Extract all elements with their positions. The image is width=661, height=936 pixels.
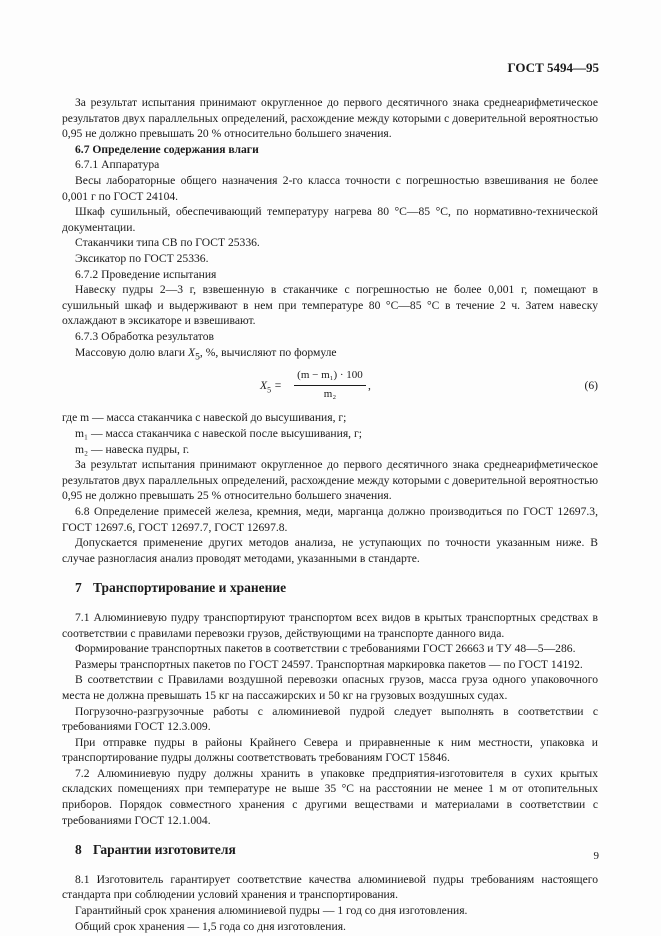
formula-equals: = bbox=[271, 379, 282, 393]
north-paragraph: При отправке пудры в районы Крайнего Севера и приравненные к ним местности, упаковка и транспортирование пудры должны соответствовать требованиям ГОСТ 15846. bbox=[62, 735, 598, 765]
variable-x-subscript: 5 bbox=[195, 350, 200, 362]
formula-lhs-sub: 5 bbox=[267, 385, 272, 395]
scales-paragraph: Весы лабораторные общего назначения 2-го класса точности с погрешностью взвешивания не более 0,001 г по ГОСТ 24104. bbox=[62, 173, 598, 203]
other-methods-paragraph: Допускается применение других методов анализа, не уступающих по точности указанным ниже. В случае разногласия анализ проводят методами, указанными в стандарте. bbox=[62, 536, 598, 565]
formula-denominator: m₂ bbox=[323, 388, 337, 400]
document-body bbox=[62, 95, 598, 934]
section-8-number: 8 bbox=[75, 842, 82, 858]
sizes-paragraph: Размеры транспортных пакетов по ГОСТ 24597. Транспортная маркировка пакетов — по ГОСТ 14192. bbox=[75, 657, 583, 671]
warranty-paragraph: Гарантийный срок хранения алюминиевой пудры — 1 год со дня изготовления. bbox=[75, 904, 468, 918]
section-6-7-heading: 6.7 Определение содержания влаги bbox=[75, 142, 259, 156]
section-7-title: Транспортирование и хранение bbox=[93, 580, 287, 596]
section-6-7-3-heading: 6.7.3 Обработка результатов bbox=[75, 329, 214, 343]
section-7-2-paragraph: 7.2 Алюминиевую пудру должны хранить в упаковке предприятия-изготовителя в сухих крытых складских помещениях при температуре не выше 35 °С на расстоянии не менее 1 м от отопительных приборов. Порядок совместного хранения с другими веществами и материалами в соответствии с требованиями ГОСТ 12.1.004. bbox=[62, 766, 598, 827]
section-8-1-paragraph: 8.1 Изготовитель гарантирует соответствие качества алюминиевой пудры требованиям настоящего стандарта при соблюдении условий хранения и транспортирования. bbox=[62, 872, 598, 902]
test-procedure-paragraph: Навеску пудры 2—3 г, взвешенную в стаканчике с погрешностью не более 0,001 г, помещают в сушильный шкаф и выдерживают в нем при температуре 80 °С—85 °С в течение 2 ч. Затем навеску охлаждают в эксикаторе и взвешивают. bbox=[62, 283, 598, 328]
variable-x: X bbox=[187, 345, 196, 359]
formula-fraction bbox=[294, 368, 366, 402]
oven-paragraph: Шкаф сушильный, обеспечивающий температуру нагрева 80 °С—85 °С, по нормативно-технической документации. bbox=[62, 205, 598, 234]
section-7-number: 7 bbox=[75, 580, 82, 596]
section-7-1-paragraph: 7.1 Алюминиевую пудру транспортируют транспортом всех видов в крытых транспортных средствах в соответствии с правилами перевозки грузов, действующими на транспорте данного вида. bbox=[62, 610, 598, 640]
moisture-formula bbox=[62, 368, 598, 402]
desiccator-paragraph: Эксикатор по ГОСТ 25336. bbox=[75, 251, 209, 265]
section-6-7-2-heading: 6.7.2 Проведение испытания bbox=[75, 267, 217, 281]
section-8-heading bbox=[62, 842, 598, 858]
formula-legend bbox=[62, 410, 598, 457]
section-6-8-paragraph: 6.8 Определение примесей железа, кремния, меди, марганца должно производиться по ГОСТ 12697.3, ГОСТ 12697.6, ГОСТ 12697.7, ГОСТ 12697.8. bbox=[62, 504, 598, 534]
cups-paragraph: Стаканчики типа СВ по ГОСТ 25336. bbox=[75, 236, 260, 250]
result-paragraph-1: За результат испытания принимают округленное до первого десятичного знака среднеарифметическое результатов двух параллельных определений, расхождение между которыми с доверительной вероятностью 0,95 не должно превышать 20 % относительно большего значения. bbox=[62, 96, 598, 141]
standard-header: ГОСТ 5494—95 bbox=[507, 60, 599, 75]
section-7-heading bbox=[62, 580, 598, 596]
legend-m2: m₂ — навеска пудры, г. bbox=[75, 442, 190, 456]
formula-lhs-var: X bbox=[260, 379, 268, 393]
page-number: 9 bbox=[593, 850, 599, 862]
result-paragraph-2: За результат испытания принимают округленное до первого десятичного знака среднеарифметическое результатов двух параллельных определений, расхождение между которыми с доверительной вероятностью 0,95 не должно превышать 25 % относительно большего значения. bbox=[62, 458, 598, 503]
formula-numerator: (m − m₁) · 100 bbox=[294, 368, 366, 386]
calculation-intro-text-end: , %, вычисляют по формуле bbox=[199, 345, 337, 359]
loading-paragraph: Погрузочно-разгрузочные работы с алюминиевой пудрой следует выполнять в соответствии с требованиями ГОСТ 12.3.009. bbox=[62, 704, 598, 734]
legend-m: где m — масса стаканчика с навеской до высушивания, г; bbox=[62, 411, 347, 425]
section-6-7-1-heading: 6.7.1 Аппаратура bbox=[75, 158, 160, 172]
shelf-life-paragraph: Общий срок хранения — 1,5 года со дня изготовления. bbox=[75, 919, 346, 933]
calculation-intro bbox=[62, 345, 598, 365]
calculation-intro-text: Массовую долю влаги bbox=[75, 345, 188, 359]
formula-comma: , bbox=[368, 379, 371, 393]
air-transport-paragraph: В соответствии с Правилами воздушной перевозки опасных грузов, масса груза одного упаковочного места не должна превышать 15 кг на пассажирских и 50 кг на грузовых воздушных судах. bbox=[62, 673, 598, 702]
formula-lhs bbox=[260, 378, 282, 398]
section-8-title: Гарантии изготовителя bbox=[93, 842, 236, 858]
formula-number: (6) bbox=[584, 379, 598, 393]
packaging-paragraph: Формирование транспортных пакетов в соответствии с требованиями ГОСТ 26663 и ТУ 48—5—286. bbox=[75, 642, 576, 656]
legend-m1: m₁ — масса стаканчика с навеской после высушивания, г; bbox=[75, 427, 362, 440]
